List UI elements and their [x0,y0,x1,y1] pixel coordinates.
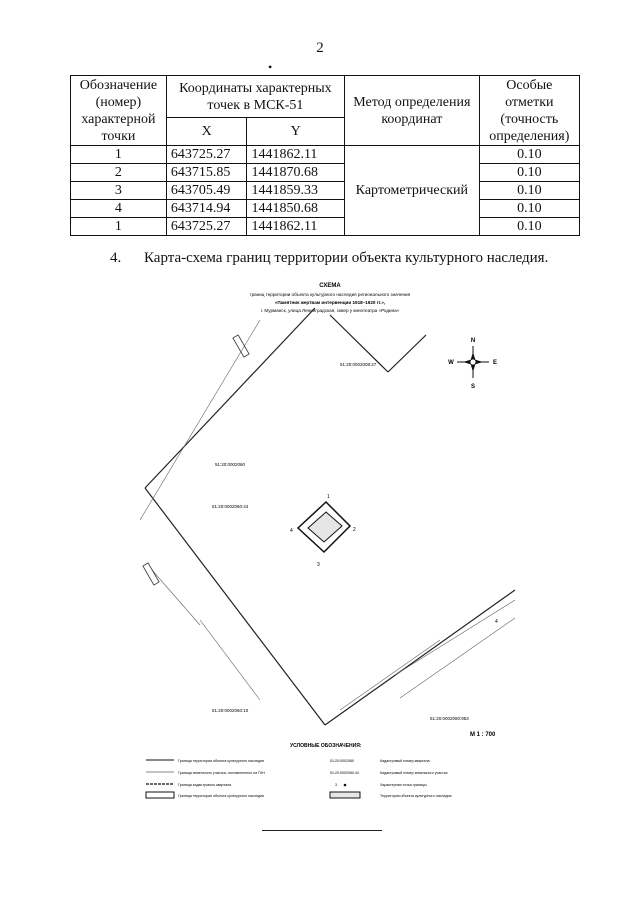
table-row [71,182,580,200]
compass-w: W [448,360,454,366]
bottom-divider [262,830,382,831]
map-legend [146,759,452,798]
header-coords: Координаты характерных точек в МСК-51 [166,76,344,118]
parcel-label: 51:20:0002008:27 [340,362,377,367]
vertex-label: 2 [353,527,356,533]
map-subtitle-1: границ территории объекта культурного наследия регионального значения [249,292,411,297]
legend-code: 51:20:0002060 [330,759,354,763]
cell-point: 1 [71,218,167,236]
section-item-4 [110,250,548,267]
compass-rose [448,338,497,390]
header-method: Метод определения координат [345,76,480,146]
legend-left-item: Граница территории объекта культурного наследия [178,759,264,763]
table-row [71,218,580,236]
coordinates-table [70,75,580,236]
parcel-label: 51:20:0002060:953 [430,716,469,721]
building-outline [233,335,249,357]
boundary-map [140,280,520,820]
legend-right-item: Кадастровый номер квартала [380,759,430,763]
parcel-label: 51:20:0002060:44 [212,504,249,509]
table-row [71,164,580,182]
cell-point: 2 [71,164,167,182]
cell-accuracy: 0.10 [479,218,579,236]
header-x: X [166,118,247,146]
legend-code: 51:20:0002060:44 [330,771,359,775]
heritage-territory [290,494,356,568]
header-notes: Особые отметки (точность определения) [479,76,579,146]
cell-x: 643705.49 [166,182,247,200]
item-text: Карта-схема границ территории объекта культурного наследия. [144,250,549,266]
cell-method: Картометрический [345,146,480,236]
parcel-label: 51:20:0002060:10 [212,708,249,713]
cell-x: 643715.85 [166,164,247,182]
vertex-label: 4 [495,619,498,625]
cell-y: 1441850.68 [247,200,345,218]
legend-title: УСЛОВНЫЕ ОБОЗНАЧЕНИЯ: [290,743,362,749]
cell-y: 1441862.11 [247,146,345,164]
legend-code: 3 [335,783,337,787]
legend-left-item: Граница территории объекта культурного наследия [178,794,264,798]
map-subtitle-2: «Памятник жертвам интервенции 1918–1920 гг.», [274,300,386,305]
table-row [71,200,580,218]
cell-point: 3 [71,182,167,200]
cell-accuracy: 0.10 [479,164,579,182]
cell-point: 1 [71,146,167,164]
legend-left-item: Граница кадастрового квартала [178,783,232,787]
compass-s: S [470,384,476,390]
parcel-label: 51:20:0002060 [215,462,246,467]
building-outline [143,563,159,585]
cell-y: 1441870.68 [247,164,345,182]
map-title: СХЕМА [319,283,341,289]
vertex-label: 3 [317,562,320,568]
cell-accuracy: 0.10 [479,200,579,218]
cell-accuracy: 0.10 [479,146,579,164]
legend-left-item: Граница земельного участка, поставленного на ГКН [178,771,265,775]
table-row [71,146,580,164]
cell-x: 643725.27 [166,146,247,164]
dot-mark: • [268,60,273,74]
cell-x: 643714.94 [166,200,247,218]
cell-y: 1441862.11 [247,218,345,236]
cell-y: 1441859.33 [247,182,345,200]
map-scale: М 1 : 700 [470,732,496,738]
compass-e: E [492,360,498,366]
cell-point: 4 [71,200,167,218]
map-subtitle-3: г. Мурманск, улица Ленинградская, сквер у кинотеатра «Родина» [260,308,400,313]
cell-x: 643725.27 [166,218,247,236]
item-number: 4. [110,250,122,266]
legend-right-item: Территория объекта культурного наследия [380,794,452,798]
legend-right-item: Характерная точка границы [380,783,427,787]
header-designation: Обозначение (номер) характерной точки [71,76,167,146]
cell-accuracy: 0.10 [479,182,579,200]
page-number: 2 [316,40,324,56]
vertex-label: 4 [290,528,293,534]
header-y: Y [247,118,345,146]
vertex-label: 1 [327,494,330,500]
legend-right-item: Кадастровый номер земельного участка [380,771,448,775]
compass-n: N [470,338,476,344]
